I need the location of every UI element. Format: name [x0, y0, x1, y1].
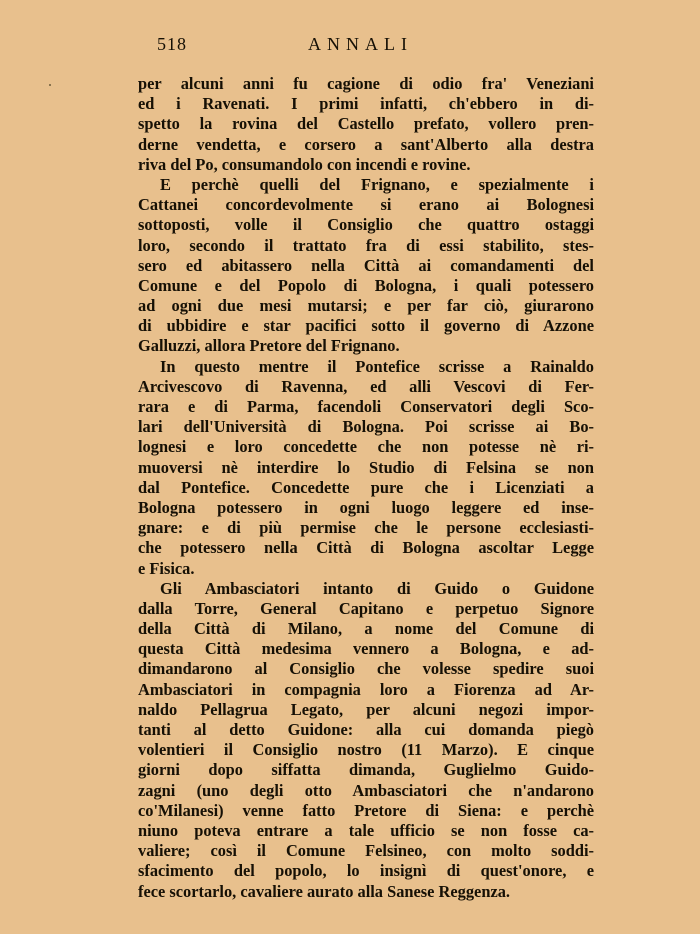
- text-line: gnare: e di più permise che le persone ecclesiasti-: [138, 518, 594, 538]
- text-line: riva del Po, consumandolo con incendi e rovine.: [138, 154, 471, 174]
- text-line: Bologna potessero in ogni luogo leggere ed inse-: [138, 497, 594, 517]
- text-line: E perchè quelli del Frignano, e spezialmente i: [160, 174, 594, 194]
- text-line: lari dell'Università di Bologna. Poi scrisse ai Bo-: [138, 417, 594, 437]
- text-line: niuno poteva entrare a tale ufficio se non fosse ca-: [138, 820, 594, 840]
- text-line: sero ed abitassero nella Città ai comandamenti del: [138, 255, 594, 275]
- text-line: naldo Pellagrua Legato, per alcuni negozi impor-: [138, 699, 594, 719]
- text-line: zagni (uno degli otto Ambasciatori che n'andarono: [138, 780, 594, 800]
- text-line: muoversi nè interdire lo Studio di Felsina se non: [138, 457, 594, 477]
- page-header: [0, 34, 700, 60]
- text-line: della Città di Milano, a nome del Comune di: [138, 619, 594, 639]
- paper-speck: [49, 84, 51, 86]
- text-line: Gli Ambasciatori intanto di Guido o Guidone: [160, 578, 594, 598]
- text-line: dal Pontefice. Concedette pure che i Licenziati a: [138, 477, 594, 497]
- text-line: valiere; così il Comune Felsineo, con molto soddi-: [138, 841, 594, 861]
- text-line: dimandarono al Consiglio che volesse spedire suoi: [138, 659, 594, 679]
- text-line: questa Città medesima vennero a Bologna, e ad-: [138, 639, 594, 659]
- running-title: ANNALI: [308, 34, 413, 54]
- text-line: e Fisica.: [138, 558, 195, 578]
- text-line: rara e di Parma, facendoli Conservatori degli Sco-: [138, 397, 594, 416]
- body-text: [138, 74, 594, 902]
- text-line: sottoposti, volle il Consiglio che quattro ostaggi: [138, 215, 594, 235]
- text-line: lognesi e loro concedette che non potesse nè ri-: [138, 437, 594, 457]
- text-line: tanti al detto Guidone: alla cui domanda piegò: [138, 720, 594, 739]
- text-line: Comune e del Popolo di Bologna, i quali potessero: [138, 275, 594, 295]
- text-line: che potessero nella Città di Bologna ascoltar Legge: [138, 538, 594, 558]
- text-line: dalla Torre, General Capitano e perpetuo Signore: [138, 598, 594, 618]
- text-line: derne vendetta, e corsero a sant'Alberto alla destra: [138, 134, 594, 154]
- text-line: volentieri il Consiglio nostro (11 Marzo). E cinque: [138, 740, 594, 760]
- text-line: ad ogni due mesi mutarsi; e per far ciò, giurarono: [138, 296, 594, 316]
- page-number: 518: [157, 34, 187, 54]
- text-line: co'Milanesi) venne fatto Pretore di Siena: e perchè: [138, 800, 594, 820]
- text-line: Cattanei concordevolmente si erano ai Bolognesi: [138, 195, 594, 215]
- text-line: per alcuni anni fu cagione di odio fra' Veneziani: [138, 74, 594, 93]
- text-line: Arcivescovo di Ravenna, ed alli Vescovi di Fer-: [138, 376, 594, 396]
- text-line: loro, secondo il trattato fra di essi stabilito, stes-: [138, 235, 594, 255]
- text-line: Ambasciatori in compagnia loro a Fiorenza ad Ar-: [138, 679, 594, 699]
- text-line: ed i Ravenati. I primi infatti, ch'ebbero in di-: [138, 94, 594, 114]
- text-line: In questo mentre il Pontefice scrisse a Rainaldo: [160, 356, 594, 376]
- text-line: spetto la rovina del Castello prefato, vollero pren-: [138, 114, 594, 134]
- text-line: di ubbidire e star pacifici sotto il governo di Azzone: [138, 316, 594, 336]
- text-line: sfacimento del popolo, lo insignì di quest'onore, e: [138, 861, 594, 881]
- text-line: giorni dopo siffatta dimanda, Guglielmo Guido-: [138, 760, 594, 780]
- text-line: Galluzzi, allora Pretore del Frignano.: [138, 336, 400, 356]
- text-line: fece scortarlo, cavaliere aurato alla Sanese Reggenza.: [138, 881, 511, 901]
